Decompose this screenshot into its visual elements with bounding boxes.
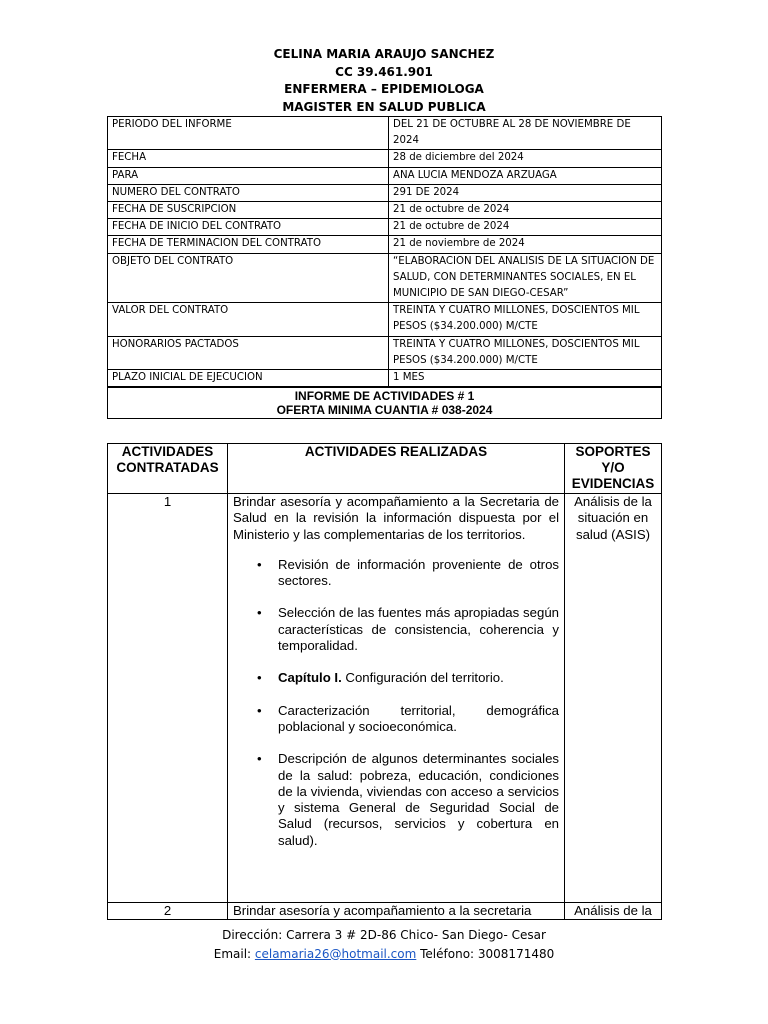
footer-email-link[interactable]: celamaria26@hotmail.com — [254, 946, 417, 961]
info-row — [108, 184, 662, 201]
report-title: INFORME DE ACTIVIDADES # 1 — [294, 389, 475, 403]
header-performed-activities: ACTIVIDADES REALIZADAS — [228, 444, 565, 494]
footer-address: Dirección: Carrera 3 # 2D-86 Chico- San Diego- Cesar — [222, 928, 546, 942]
activity-bullet-bold: Capítulo I. — [278, 670, 342, 686]
activity-row — [108, 494, 662, 903]
activity-number: 1 — [108, 494, 228, 903]
author-degree: MAGISTER EN SALUD PUBLICA — [282, 99, 486, 114]
info-value: 21 de noviembre de 2024 — [389, 236, 662, 253]
info-key: OBJETO DEL CONTRATO — [108, 253, 389, 303]
activity-row — [108, 903, 662, 920]
info-value: TREINTA Y CUATRO MILLONES, DOSCIENTOS MIL PESOS ($34.200.000) M/CTE — [389, 336, 662, 369]
info-key: VALOR DEL CONTRATO — [108, 303, 389, 336]
contract-info-table — [107, 116, 662, 387]
activities-table — [107, 443, 662, 920]
info-row — [108, 236, 662, 253]
info-value: 21 de octubre de 2024 — [389, 202, 662, 219]
info-value: 291 DE 2024 — [389, 184, 662, 201]
document-footer — [0, 926, 768, 963]
info-value: DEL 21 DE OCTUBRE AL 28 DE NOVIEMBRE DE 2024 — [389, 117, 662, 150]
activity-bullet — [278, 557, 559, 590]
activity-bullet-text: Revisión de información proveniente de otros sectores. — [278, 556, 559, 589]
info-row — [108, 150, 662, 167]
activity-bullet-text: Configuración del territorio. — [341, 670, 504, 686]
footer-email-label: Email: — [213, 946, 255, 961]
activities-header-row — [108, 444, 662, 494]
header-contracted-activities: ACTIVIDADES CONTRATADAS — [108, 444, 228, 494]
info-key: FECHA DE INICIO DEL CONTRATO — [108, 219, 389, 236]
info-row — [108, 167, 662, 184]
header-evidence: SOPORTES Y/O EVIDENCIAS — [565, 444, 662, 494]
info-key: PERIODO DEL INFORME — [108, 117, 389, 150]
info-key: FECHA — [108, 150, 389, 167]
activity-bullet — [278, 703, 559, 736]
report-title-box — [107, 387, 662, 419]
info-value: “ELABORACION DEL ANALISIS DE LA SITUACION DE SALUD, CON DETERMINANTES SOCIALES, EN EL MUNICIPIO DE SAN DIEGO-CESAR” — [389, 253, 662, 303]
info-value: 21 de octubre de 2024 — [389, 219, 662, 236]
info-key: FECHA DE SUSCRIPCION — [108, 202, 389, 219]
info-key: PARA — [108, 167, 389, 184]
footer-contact — [0, 945, 768, 964]
activity-bullet — [278, 670, 559, 686]
info-value: TREINTA Y CUATRO MILLONES, DOSCIENTOS MIL PESOS ($34.200.000) M/CTE — [389, 303, 662, 336]
activity-bullet — [278, 605, 559, 654]
info-row — [108, 336, 662, 369]
info-key: FECHA DE TERMINACION DEL CONTRATO — [108, 236, 389, 253]
activity-description-cell — [228, 494, 565, 903]
author-name: CELINA MARIA ARAUJO SANCHEZ — [273, 47, 495, 61]
activity-bullet-text: Selección de las fuentes más apropiadas según características de consistencia, coherencia y temporalidad. — [278, 605, 559, 654]
info-row — [108, 370, 662, 387]
author-id: CC 39.461.901 — [335, 64, 433, 79]
info-row — [108, 253, 662, 303]
report-subtitle: OFERTA MINIMA CUANTIA # 038-2024 — [276, 403, 493, 417]
activity-description: Brindar asesoría y acompañamiento a la Secretaria de Salud en la revisión la información dispuesta por el Ministerio y las complementarias de los territorios. — [233, 494, 559, 542]
info-value: 28 de diciembre del 2024 — [389, 150, 662, 167]
info-key: HONORARIOS PACTADOS — [108, 336, 389, 369]
activity-bullet-text: Caracterización territorial, demográfica poblacional y socioeconómica. — [278, 702, 559, 734]
footer-phone: Teléfono: 3008171480 — [416, 946, 555, 961]
info-row — [108, 303, 662, 336]
info-key: PLAZO INICIAL DE EJECUCION — [108, 370, 389, 387]
activity-bullet — [278, 751, 559, 849]
author-role: ENFERMERA – EPIDEMIOLOGA — [284, 82, 484, 96]
activity-support: Análisis de la — [565, 903, 662, 920]
report-title-row — [108, 388, 662, 419]
activity-number: 2 — [108, 903, 228, 920]
info-row — [108, 219, 662, 236]
activity-bullet-text: Descripción de algunos determinantes sociales de la salud: pobreza, educación, condiciones de la vivienda, viviendas con acceso a servicios y sistema General de Seguridad Social de Salud (recursos, servicios y cobertura en salud). — [278, 751, 559, 848]
document-header — [0, 46, 768, 116]
activity-support: Análisis de la situación en salud (ASIS) — [565, 494, 662, 903]
activity-bullet-list — [233, 557, 559, 849]
info-row — [108, 117, 662, 150]
activity-description: Brindar asesoría y acompañamiento a la secretaria — [228, 903, 565, 920]
info-key: NUMERO DEL CONTRATO — [108, 184, 389, 201]
info-value: 1 MES — [389, 370, 662, 387]
info-value: ANA LUCIA MENDOZA ARZUAGA — [389, 167, 662, 184]
info-row — [108, 202, 662, 219]
report-title-cell — [108, 388, 662, 419]
